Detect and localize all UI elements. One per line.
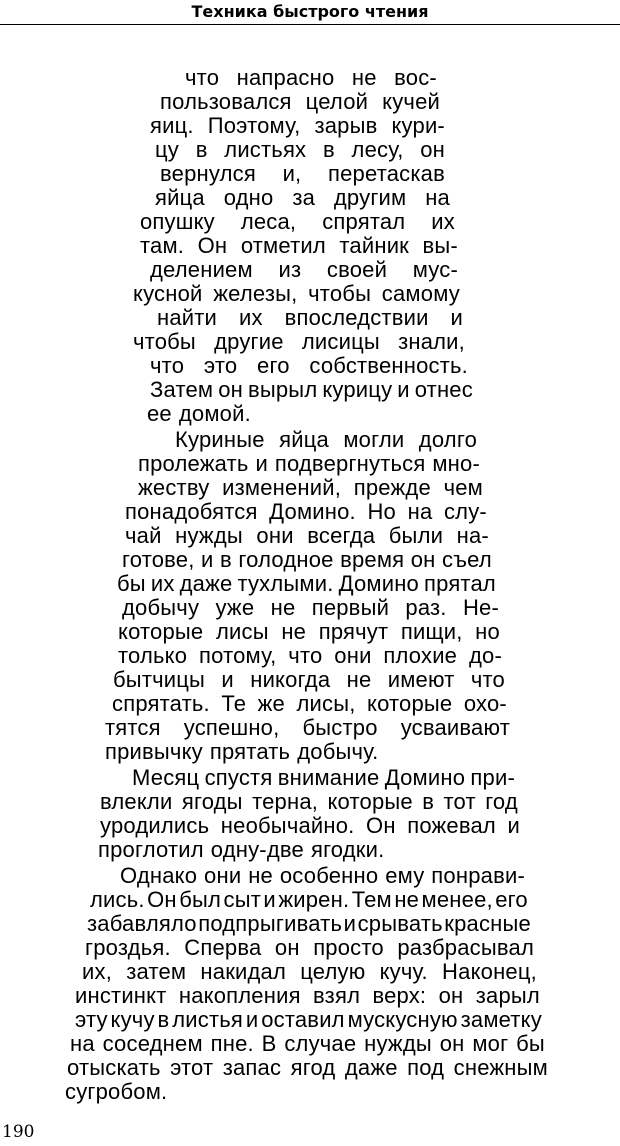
text-line: понадобятся Домино. Но на слу-: [125, 499, 487, 524]
text-line: бы их даже тухлыми. Домино прятал: [117, 571, 496, 596]
text-line: бытчицы и никогда не имеют что: [113, 667, 505, 692]
text-line: что это его собственность.: [150, 353, 468, 378]
text-line: проглотил одну-две ягодки.: [98, 837, 385, 862]
text-line: лись. Он был сыт и жирен. Тем не менее, его: [90, 887, 528, 912]
text-line: только потому, что они плохие до-: [118, 643, 502, 668]
running-header: Техника быстрого чтения: [191, 2, 429, 21]
text-line: которые лисы не прячут пищи, но: [118, 619, 500, 644]
text-line: ее домой.: [147, 401, 251, 426]
text-line: цу в листьях в лесу, он: [155, 137, 445, 162]
text-line: Однако они не особенно ему понрави-: [120, 863, 525, 888]
text-line: Месяц спустя внимание Домино при-: [132, 765, 515, 790]
text-line: уродились необычайно. Он пожевал и: [100, 813, 520, 838]
text-line: сугробом.: [65, 1079, 168, 1104]
text-line: яйца одно за другим на: [155, 185, 450, 210]
text-line: пользовался целой кучей: [160, 89, 440, 114]
text-line: найти их впоследствии и: [157, 305, 463, 330]
text-line: влекли ягоды терна, которые в тот год: [100, 789, 518, 814]
text-line: что напрасно не вос-: [185, 65, 437, 90]
text-line: яиц. Поэтому, зарыв кури-: [150, 113, 445, 138]
text-line: готове, и в голодное время он съел: [122, 547, 492, 572]
text-line: опушку леса, спрятал их: [140, 209, 455, 234]
text-line: спрятать. Те же лисы, которые охо-: [112, 691, 507, 716]
text-line: пролежать и подвергнуться мно-: [138, 451, 480, 476]
text-line: чтобы другие лисицы знали,: [133, 329, 465, 354]
text-line: делением из своей мус-: [150, 257, 458, 282]
text-line: отыскать этот запас ягод даже под снежным: [67, 1055, 548, 1080]
text-line: добычу уже не первый раз. Не-: [122, 595, 499, 620]
text-line: инстинкт накопления взял верх: он зарыл: [75, 983, 540, 1008]
header-rule: [0, 24, 620, 25]
text-line: тятся успешно, быстро усваивают: [105, 715, 510, 740]
text-line: Затем он вырыл курицу и отнес: [150, 377, 473, 402]
text-line: на соседнем пне. В случае нужды он мог бы: [70, 1031, 545, 1056]
text-line: гроздья. Сперва он просто разбрасывал: [85, 935, 534, 960]
text-line: там. Он отметил тайник вы-: [140, 233, 458, 258]
text-line: привычку прятать добычу.: [105, 739, 379, 764]
text-line: забавляло подпрыгивать и срывать красные: [87, 911, 531, 936]
text-line: чай нужды они всегда были на-: [125, 523, 489, 548]
text-line: кусной железы, чтобы самому: [133, 281, 460, 306]
text-line: вернулся и, перетаскав: [160, 161, 445, 186]
text-line: Куриные яйца могли долго: [175, 427, 477, 452]
text-line: жеству изменений, прежде чем: [138, 475, 483, 500]
page-number: 190: [2, 1122, 35, 1142]
text-line: их, затем накидал целую кучу. Наконец,: [82, 959, 537, 984]
text-line: эту кучу в листья и оставил мускусную заметку: [75, 1007, 542, 1032]
